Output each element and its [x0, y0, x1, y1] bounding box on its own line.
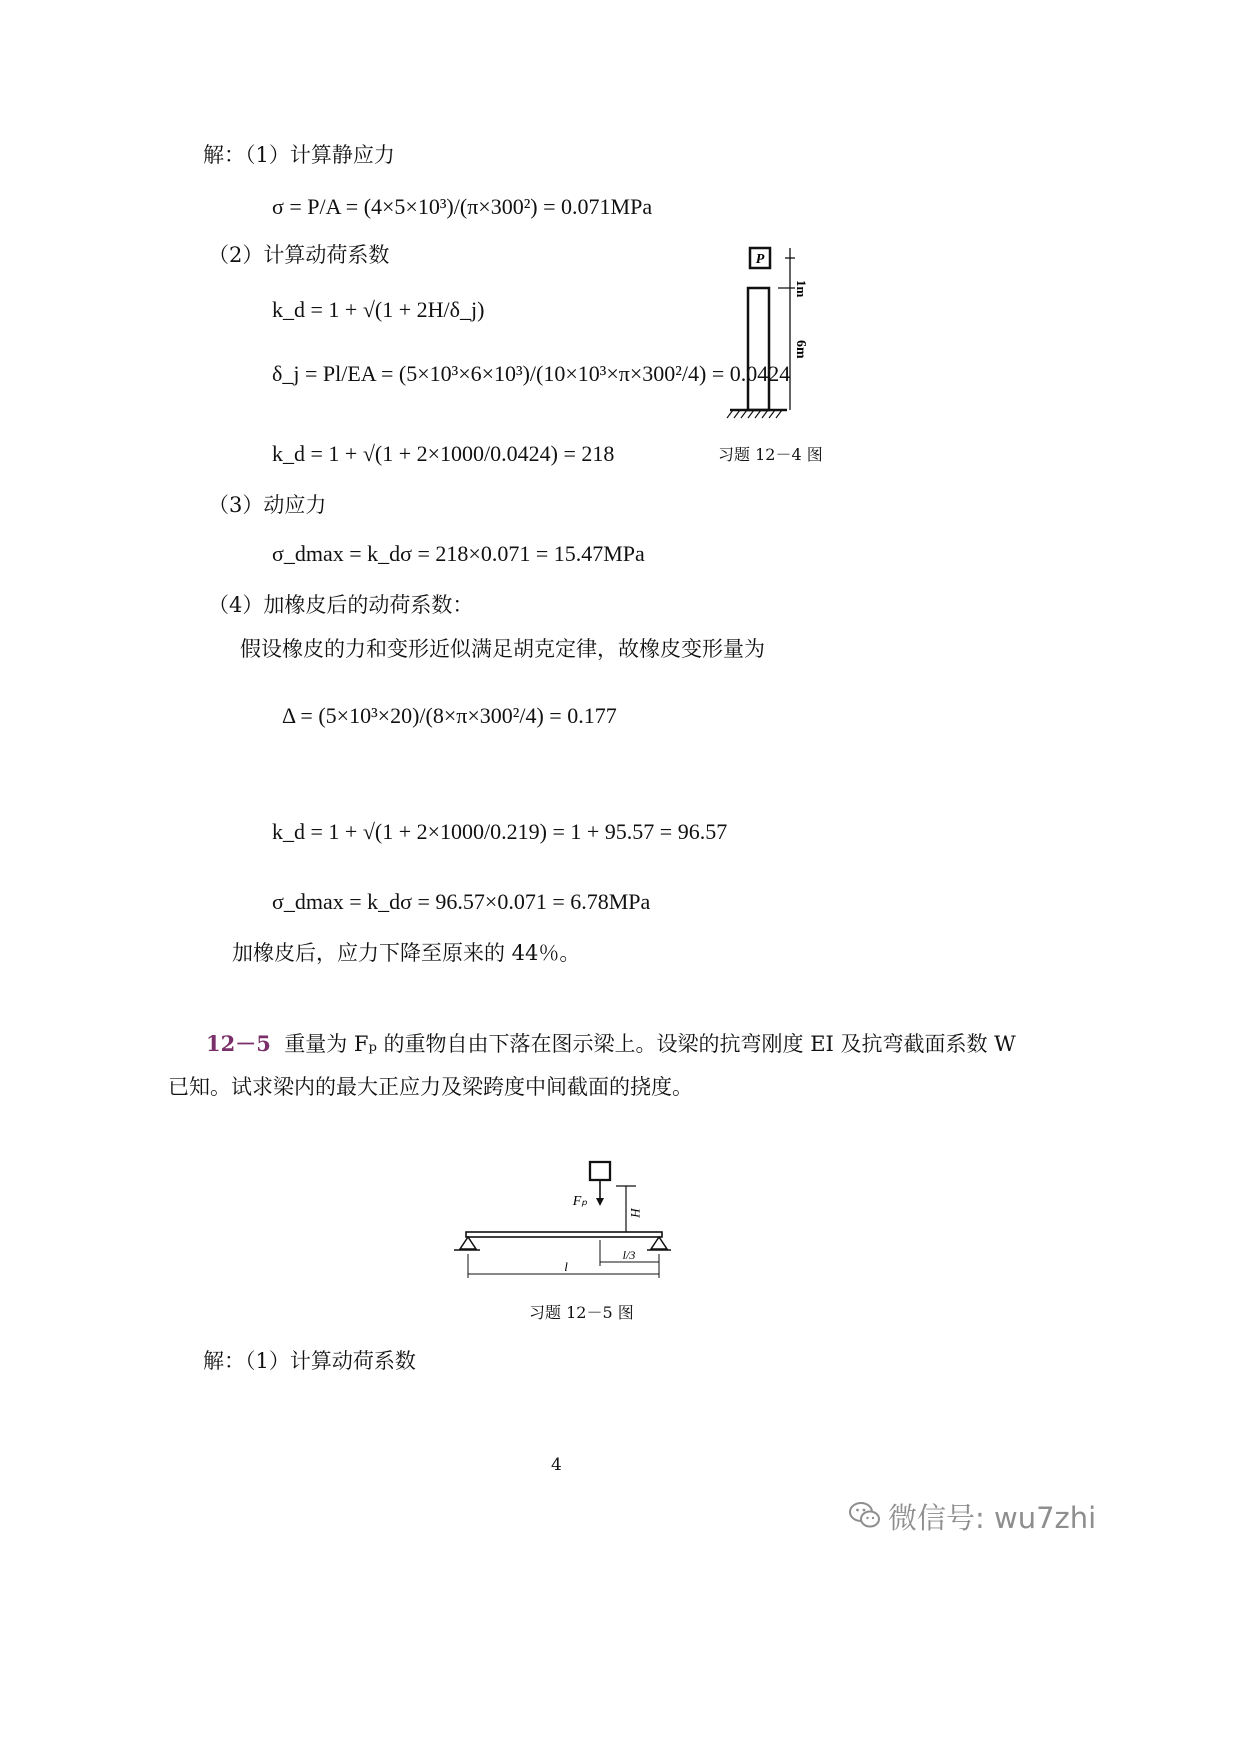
equation-kd-rubber: k_d = 1 + √(1 + 2×1000/0.219) = 1 + 95.57 = 96.57 — [272, 819, 728, 844]
problem-number: 12－5 — [206, 1031, 271, 1056]
column — [748, 288, 769, 410]
equation-kd-value: k_d = 1 + √(1 + 2×1000/0.0424) = 218 — [272, 441, 615, 466]
solution-2-step-1: 解：（1）计算动荷系数 — [203, 1349, 416, 1373]
solution-step-3: （3）动应力 — [208, 493, 327, 517]
solution-step-1: 解：（1）计算静应力 — [203, 143, 395, 167]
problem-12-5-statement-line-2: 已知。试求梁内的最大正应力及梁跨度中间截面的挠度。 — [168, 1075, 693, 1099]
equation-static-stress: σ = P/A = (4×5×10³)/(π×300²) = 0.071MPa — [272, 194, 653, 219]
dimension-top-label: 1m — [794, 280, 809, 298]
load-arrow-head — [596, 1198, 604, 1206]
span-label: l — [564, 1259, 568, 1274]
solution-step-2: （2）计算动荷系数 — [208, 243, 390, 267]
equation-kd-formula: k_d = 1 + √(1 + 2H/δ_j) — [272, 297, 485, 322]
page-number: 4 — [551, 1455, 562, 1475]
equation-delta-j: δ_j = Pl/EA = (5×10³×6×10³)/(10×10³×π×300²/4) = 0.0424 — [272, 361, 791, 386]
dimension-column-label: 6m — [793, 340, 808, 359]
watermark-text: 微信号: wu7zhi — [888, 1501, 1097, 1535]
load-label: P — [755, 252, 765, 267]
roller-support — [651, 1237, 667, 1249]
offset-label: l/3 — [622, 1248, 636, 1262]
equation-rubber-deformation: Δ = (5×10³×20)/(8×π×300²/4) = 0.177 — [282, 703, 617, 728]
equation-stress-rubber: σ_dmax = k_dσ = 96.57×0.071 = 6.78MPa — [272, 889, 651, 914]
problem-12-5-statement-line-1 — [206, 1030, 1016, 1058]
falling-weight — [590, 1162, 610, 1180]
pin-support — [460, 1237, 476, 1249]
wechat-icon — [848, 1498, 882, 1532]
beam — [466, 1232, 662, 1237]
conclusion: 加橡皮后，应力下降至原来的 44％。 — [232, 941, 581, 965]
equation-dynamic-stress: σ_dmax = k_dσ = 218×0.071 = 15.47MPa — [272, 541, 645, 566]
figure-12-5-diagram — [450, 1150, 680, 1290]
problem-text-1: 重量为 Fₚ 的重物自由下落在图示梁上。设梁的抗弯刚度 EI 及抗弯截面系数 W — [284, 1032, 1016, 1056]
rubber-assumption: 假设橡皮的力和变形近似满足胡克定律，故橡皮变形量为 — [240, 637, 765, 661]
dimension-lines — [778, 248, 795, 410]
solution-step-4: （4）加橡皮后的动荷系数： — [208, 593, 474, 617]
height-label: H — [628, 1208, 643, 1218]
figure-12-5-caption: 习题 12－5 图 — [529, 1303, 634, 1322]
figure-12-4-caption: 习题 12－4 图 — [718, 445, 823, 464]
load-label: Fₚ — [572, 1194, 588, 1209]
figure-12-4-diagram — [715, 240, 845, 430]
